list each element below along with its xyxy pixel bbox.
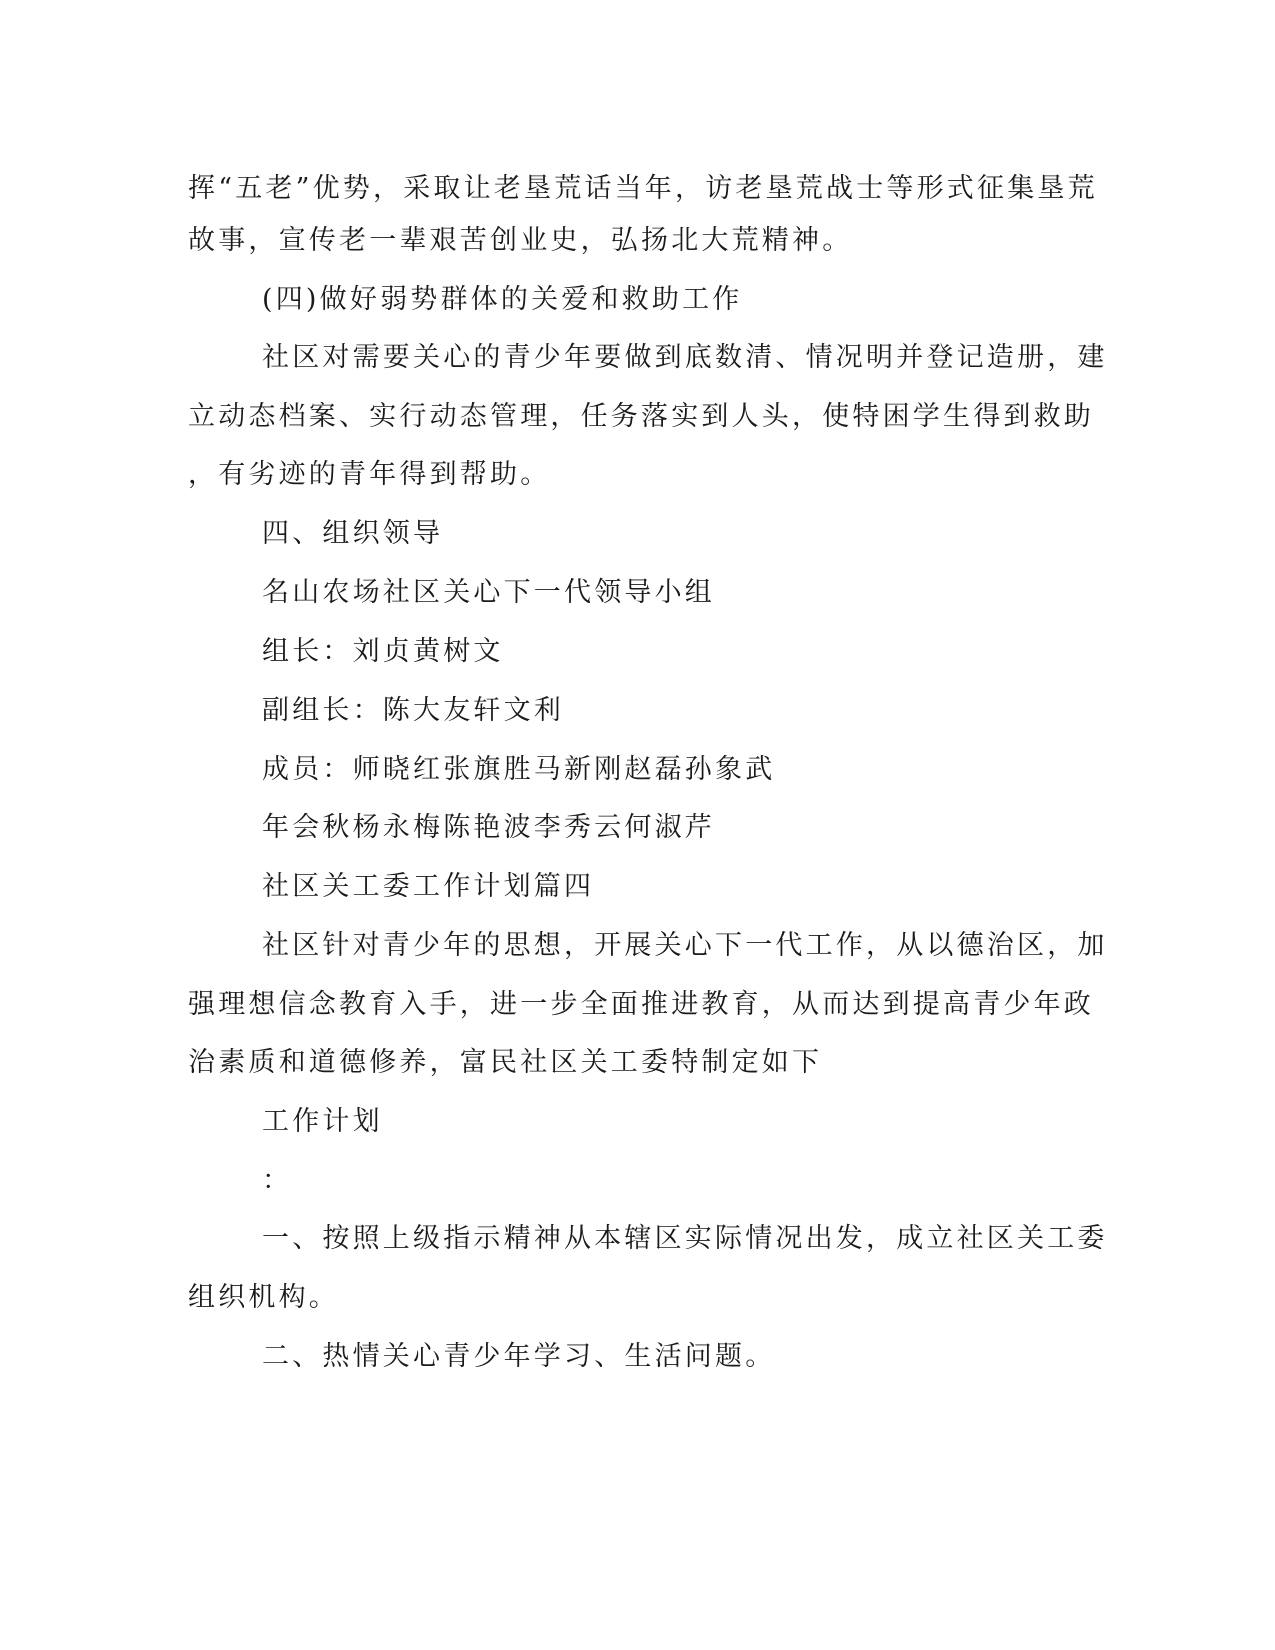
- text-line: 工作计划: [262, 1106, 383, 1137]
- text-line: 强理想信念教育入手，进一步全面推进教育，从而达到提高青少年政: [188, 989, 1094, 1020]
- text-line: 副组长：陈大友轩文利: [262, 695, 564, 726]
- text-line: 二、热情关心青少年学习、生活问题。: [262, 1341, 776, 1372]
- text-line: 成员：师晓红张旗胜马新刚赵磊孙象武: [262, 754, 776, 785]
- text-line: 立动态档案、实行动态管理，任务落实到人头，使特困学生得到救助: [188, 401, 1094, 432]
- text-line: 名山农场社区关心下一代领导小组: [262, 577, 715, 608]
- text-line: 社区对需要关心的青少年要做到底数清、情况明并登记造册，建: [262, 342, 1108, 373]
- text-line: 挥“五老”优势，采取让老垦荒话当年，访老垦荒战士等形式征集垦荒: [188, 173, 1098, 204]
- text-line: 组织机构。: [188, 1282, 339, 1313]
- text-line: 社区针对青少年的思想，开展关心下一代工作，从以德治区，加: [262, 930, 1108, 961]
- section-heading: (四)做好弱势群体的关爱和救助工作: [262, 284, 743, 315]
- text-line: 治素质和道德修养，富民社区关工委特制定如下: [188, 1047, 823, 1078]
- text-line: 组长：刘贞黄树文: [262, 636, 504, 667]
- section-heading: 社区关工委工作计划篇四: [262, 871, 595, 902]
- text-line: 故事，宣传老一辈艰苦创业史，弘扬北大荒精神。: [188, 225, 853, 256]
- text-line: 年会秋杨永梅陈艳波李秀云何淑芹: [262, 812, 715, 843]
- text-line: ：: [262, 1165, 293, 1196]
- text-line: ，有劣迹的青年得到帮助。: [188, 459, 551, 490]
- text-line: 一、按照上级指示精神从本辖区实际情况出发，成立社区关工委: [262, 1223, 1108, 1254]
- section-heading: 四、组织领导: [262, 518, 444, 549]
